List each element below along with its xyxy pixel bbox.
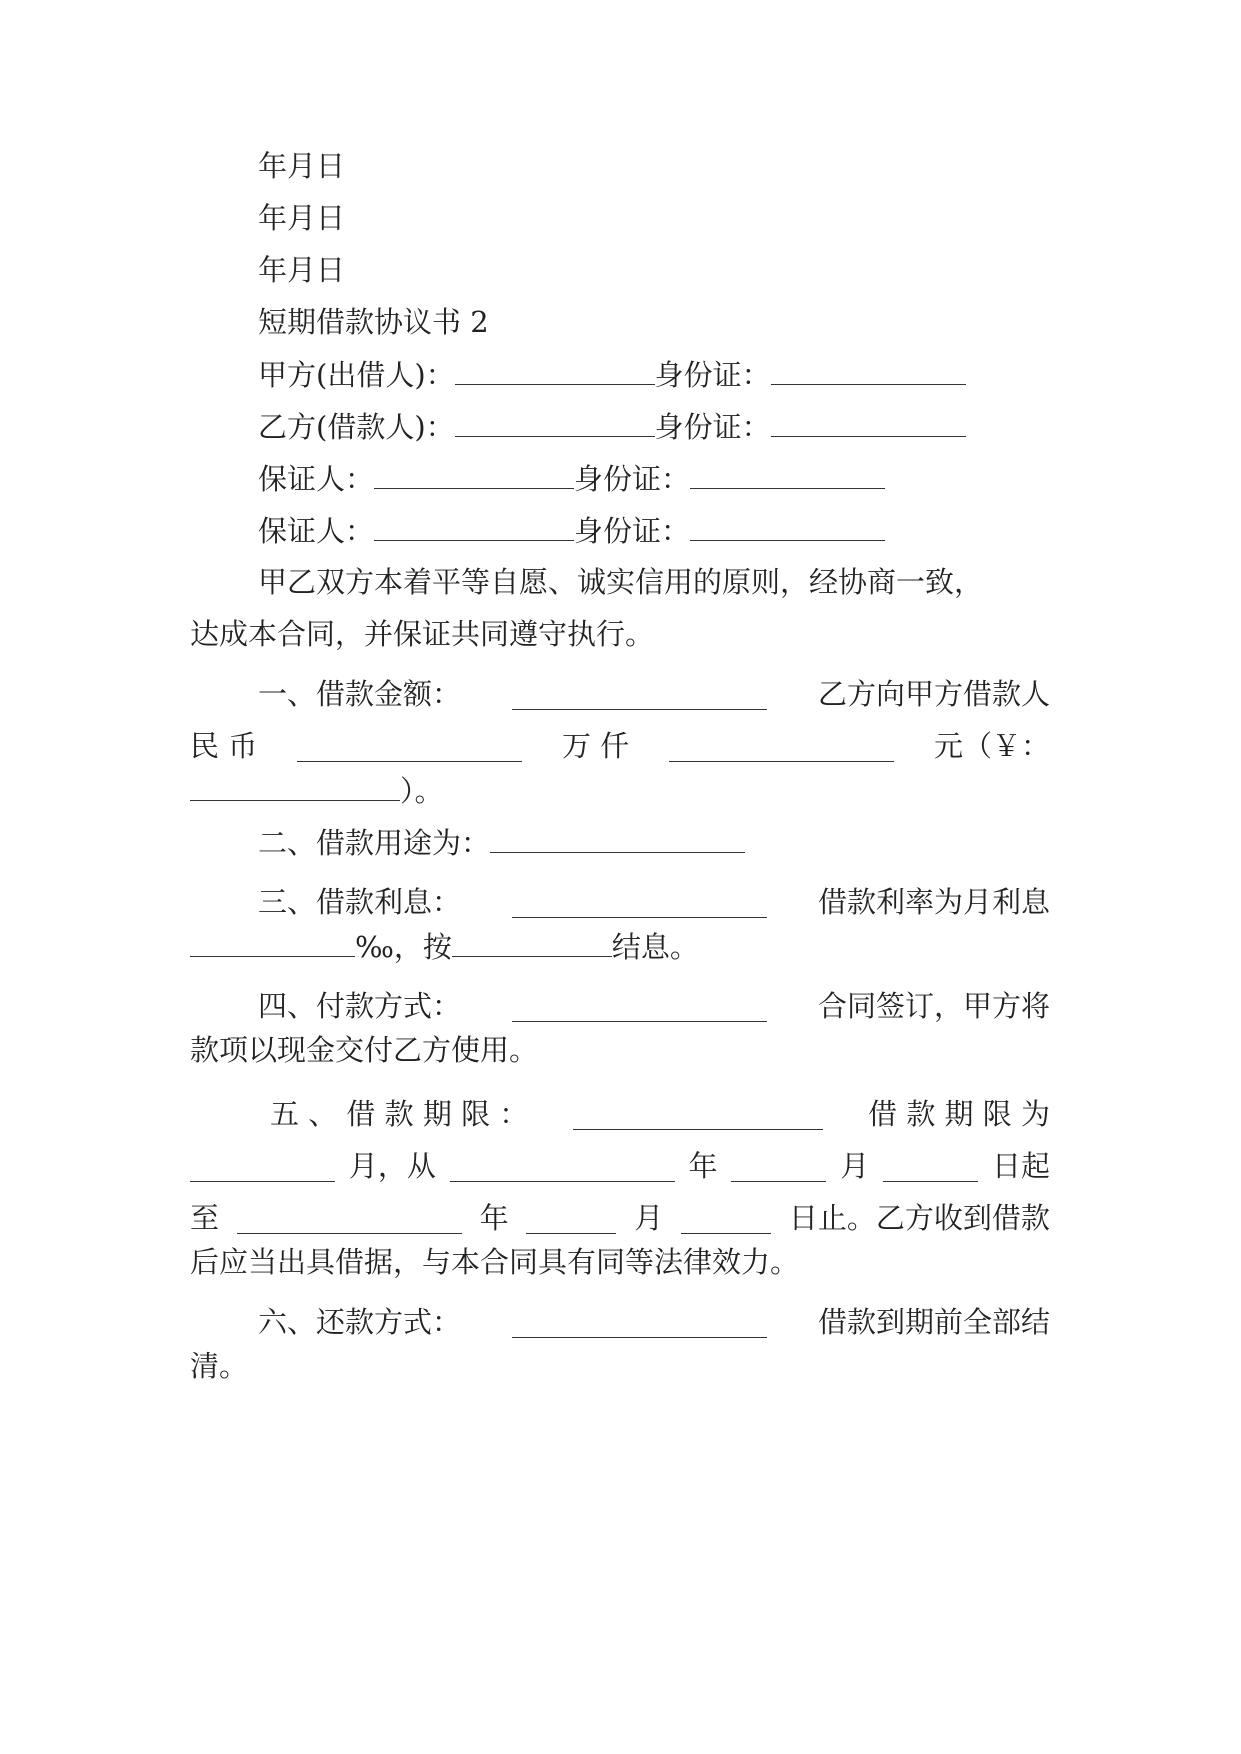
blank-field	[190, 1155, 335, 1182]
clause-text: 借款到期前全部结	[817, 1305, 1050, 1339]
intro-line-2: 达成本合同，并保证共同遵守执行。	[190, 617, 655, 651]
blank-field	[731, 1155, 826, 1182]
guarantor-row-1	[258, 462, 1050, 502]
id-label: 身份证：	[654, 358, 771, 392]
id-label: 身份证：	[654, 410, 771, 444]
blank-field	[573, 1103, 823, 1130]
blank-field	[237, 1207, 462, 1234]
clause-5-line-1	[270, 1090, 1050, 1130]
blank-field	[455, 358, 655, 385]
clause-text: 乙方向甲方借款人	[817, 677, 1050, 711]
clause-3-line-1	[258, 878, 1050, 918]
blank-field	[771, 410, 966, 437]
clause-text: 元（￥：	[933, 729, 1050, 763]
clause-6-line-1	[258, 1298, 1050, 1338]
blank-field	[455, 410, 655, 437]
id-label: 身份证：	[574, 514, 691, 548]
clause-text: 至	[190, 1201, 220, 1235]
clause-6-line-2: 清。	[190, 1349, 249, 1383]
blank-field	[512, 1311, 767, 1338]
clause-text: 年	[479, 1201, 509, 1235]
clause-5-line-2	[190, 1142, 1050, 1182]
clause-label: 六、还款方式：	[258, 1305, 462, 1339]
clause-text: ）。	[400, 774, 444, 808]
clause-text: 结息。	[611, 930, 699, 964]
blank-field	[526, 1207, 616, 1234]
clause-label: 四、付款方式：	[258, 989, 462, 1023]
header-date-1: 年月日	[258, 149, 346, 183]
clause-1-line-1	[258, 670, 1050, 710]
blank-field	[450, 1155, 675, 1182]
blank-field	[190, 774, 400, 801]
blank-field	[669, 735, 894, 762]
clause-text: 月，从	[348, 1149, 436, 1183]
clause-text: 日起	[991, 1149, 1050, 1183]
clause-1-line-2	[190, 722, 1050, 762]
blank-field	[374, 514, 574, 541]
clause-text: 借 款 期 限 为	[868, 1097, 1050, 1131]
guarantor-row-2	[258, 514, 1050, 554]
clause-1-line-3	[190, 774, 1050, 814]
blank-field	[512, 683, 767, 710]
clause-4-line-1	[258, 982, 1050, 1022]
clause-label: 三、借款利息：	[258, 885, 462, 919]
blank-field	[771, 358, 966, 385]
blank-field	[512, 995, 767, 1022]
clause-text: 合同签订，甲方将	[817, 989, 1050, 1023]
blank-field	[190, 930, 355, 957]
intro-line-1: 甲乙双方本着平等自愿、诚实信用的原则，经协商一致，	[258, 565, 984, 599]
clause-text: 日止。乙方收到借款	[788, 1201, 1050, 1235]
document-title: 短期借款协议书 2	[258, 305, 489, 339]
clause-text: 年	[688, 1149, 718, 1183]
id-label: 身份证：	[574, 462, 691, 496]
blank-field	[512, 891, 767, 918]
clause-4-line-2: 款项以现金交付乙方使用。	[190, 1033, 539, 1067]
clause-text: 万 仟	[561, 729, 630, 763]
clause-text: 借款利率为月利息	[817, 885, 1050, 919]
clause-text: 民 币	[190, 729, 258, 763]
blank-field	[490, 826, 745, 853]
blank-field	[681, 1207, 771, 1234]
blank-field	[297, 735, 522, 762]
clause-text: ‰，按	[355, 930, 452, 964]
party-borrower-row	[258, 410, 1050, 450]
blank-field	[374, 462, 574, 489]
party-lender-row	[258, 358, 1050, 398]
party-role: 甲方(出借人)：	[258, 358, 455, 392]
party-role: 乙方(借款人)：	[258, 410, 455, 444]
blank-field	[690, 514, 885, 541]
party-role: 保证人：	[258, 462, 375, 496]
clause-label: 五 、 借 款 期 限 ：	[270, 1097, 529, 1131]
clause-5-line-3	[190, 1194, 1050, 1234]
party-role: 保证人：	[258, 514, 375, 548]
blank-field	[883, 1155, 978, 1182]
clause-3-line-2	[190, 930, 1050, 970]
clause-text: 月	[634, 1201, 664, 1235]
header-date-2: 年月日	[258, 201, 346, 235]
blank-field	[690, 462, 885, 489]
clause-label: 一、借款金额：	[258, 677, 462, 711]
clause-text: 月	[840, 1149, 870, 1183]
blank-field	[452, 930, 612, 957]
clause-5-line-4: 后应当出具借据，与本合同具有同等法律效力。	[190, 1245, 800, 1279]
header-date-3: 年月日	[258, 253, 346, 287]
clause-2-line-1	[258, 826, 1050, 866]
clause-label: 二、借款用途为：	[258, 826, 491, 860]
